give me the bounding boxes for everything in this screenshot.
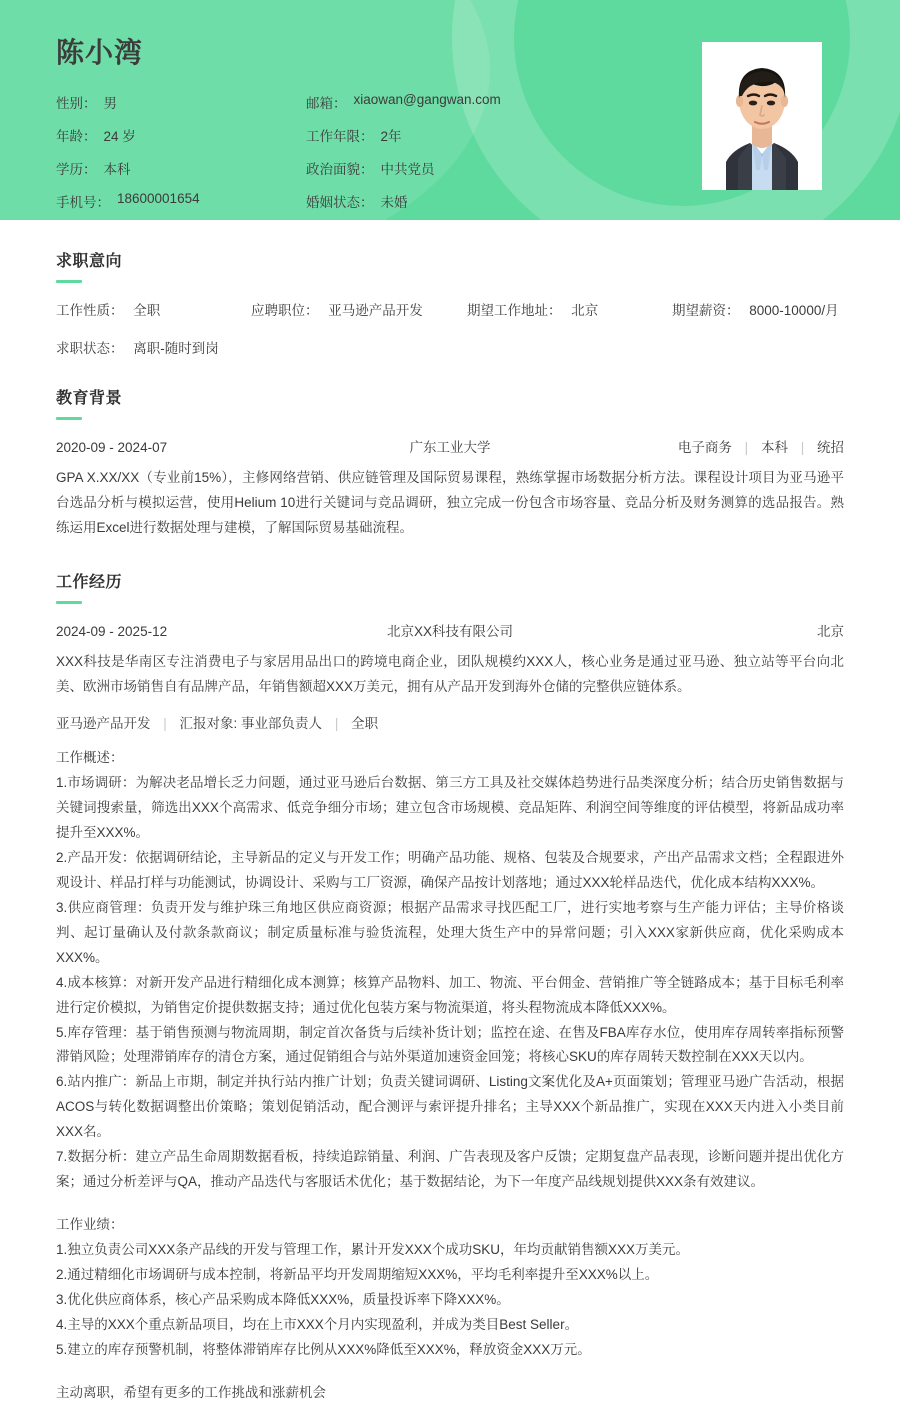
info-gender — [56, 92, 306, 112]
education-tag-degree: 本科 — [760, 440, 788, 455]
education-description: GPA X.XX/XX（专业前15%），主修网络营销、供应链管理及国际贸易课程，熟练掌握市场数据分析方法。课程设计项目为亚马逊平台选品分析与模拟运营，使用Helium 10进行关键词与竞品调研，独立完成一份包含市场容量、竞品分析及财务测算的选品报告。熟练运用Excel进行数据处理与建模，了解国际贸易基础流程。 — [56, 470, 844, 535]
field-expected-location-value: 北京 — [571, 303, 599, 318]
education-date: 2020-09 - 2024-07 — [56, 440, 168, 455]
info-marital-status-value: 未婚 — [380, 194, 408, 210]
avatar — [702, 42, 822, 190]
education-tag-admission: 统招 — [817, 440, 844, 455]
education-tags — [544, 436, 844, 456]
resume-body — [0, 220, 900, 1406]
content-spacer — [56, 1195, 844, 1213]
info-years-experience-value: 2年 — [380, 128, 402, 144]
section-title-job-intent: 求职意向 — [56, 253, 123, 270]
work-company-intro: XXX科技是华南区专注消费电子与家居用品出口的跨境电商企业，团队规模约XXX人，核心业务是通过亚马逊、独立站等平台向北美、欧洲市场销售自有品牌产品，年销售额超XXX万美元，拥有从产品开发到海外仓储的完整供应链体系。 — [56, 653, 844, 694]
info-email-label: 邮箱： — [306, 95, 347, 111]
work-achievement-label: 工作业绩： — [56, 1217, 124, 1233]
section-accent-rule — [56, 280, 82, 283]
job-intent-row-1 — [56, 299, 844, 319]
section-work-experience — [56, 541, 844, 1406]
field-target-position — [251, 299, 467, 319]
info-marital-status — [306, 191, 900, 211]
field-job-type-value: 全职 — [133, 303, 161, 318]
work-achievement-item: 4.主导的XXX个重点新品项目，均在上市XXX个月内实现盈利，并成为类目Best Seller。 — [56, 1317, 579, 1333]
education-meta-row — [56, 436, 844, 456]
info-age-value: 24 岁 — [103, 128, 136, 144]
work-role-title: 亚马逊产品开发 — [56, 715, 151, 731]
section-accent-rule — [56, 417, 82, 420]
field-expected-salary-label: 期望薪资： — [672, 303, 740, 318]
info-email-value: xiaowan@gangwan.com — [353, 91, 501, 107]
work-overview-list — [56, 771, 844, 1195]
work-role-tags — [56, 712, 844, 732]
work-overview-item: 1.市场调研：为解决老品增长乏力问题，通过亚马逊后台数据、第三方工具及社交媒体趋势进行品类深度分析；结合历史销售数据与关键词搜索量，筛选出XXX个高需求、低竞争细分市场；建立包含市场规模、竞品矩阵、利润空间等维度的评估模型，将新品成功率提升至XXX%。 — [56, 774, 844, 840]
tag-separator-icon: | — [744, 440, 749, 455]
field-expected-salary — [672, 299, 839, 319]
field-job-type-label: 工作性质： — [56, 303, 124, 318]
resume-header — [0, 0, 900, 220]
field-expected-location-label: 期望工作地址： — [467, 303, 562, 318]
work-overview-item: 6.站内推广：新品上市期，制定并执行站内推广计划；负责关键词调研、Listing文案优化及A+页面策划；管理亚马逊广告活动，根据ACOS与转化数据调整出价策略；策划促销活动，配合测评与索评提升排名；主导XXX个新品推广，实现在XXX天内进入小类目前XXX名。 — [56, 1074, 844, 1140]
work-employment-type: 全职 — [351, 715, 379, 731]
work-details — [56, 746, 844, 1406]
info-gender-label: 性别： — [56, 95, 97, 111]
work-leave-reason: 主动离职，希望有更多的工作挑战和涨薪机会 — [56, 1385, 326, 1401]
work-achievement-list — [56, 1238, 844, 1363]
field-target-position-value: 亚马逊产品开发 — [328, 303, 423, 318]
field-expected-location — [467, 299, 672, 319]
candidate-name: 陈小湾 — [56, 37, 144, 68]
info-political-status-label: 政治面貌： — [306, 161, 374, 177]
work-overview-item: 5.库存管理：基于销售预测与物流周期，制定首次备货与后续补货计划；监控在途、在售及FBA库存水位，使用库存周转率指标预警滞销风险；处理滞销库存的清仓方案，通过促销组合与站外渠道加速资金回笼；将核心SKU的库存周转天数控制在XXX天以内。 — [56, 1024, 844, 1065]
field-job-status — [56, 337, 219, 357]
info-degree — [56, 158, 306, 178]
section-accent-rule — [56, 601, 82, 604]
info-degree-value: 本科 — [103, 161, 131, 177]
work-achievement-item: 3.优化供应商体系，核心产品采购成本降低XXX%，质量投诉率下降XXX%。 — [56, 1292, 510, 1308]
education-tag-major: 电子商务 — [677, 440, 732, 455]
work-meta-row — [56, 620, 844, 640]
section-title-work-experience: 工作经历 — [56, 573, 123, 591]
info-age — [56, 125, 306, 145]
info-phone-label: 手机号： — [56, 194, 110, 210]
field-expected-salary-value: 8000-10000/月 — [749, 303, 839, 318]
field-job-status-value: 离职-随时到岗 — [133, 341, 219, 356]
content-spacer — [56, 1363, 844, 1381]
info-phone-value: 18600001654 — [117, 190, 200, 206]
work-achievement-item: 5.建立的库存预警机制，将整体滞销库存比例从XXX%降低至XXX%，释放资金XXX万元。 — [56, 1342, 591, 1358]
tag-separator-icon: | — [800, 440, 805, 455]
portrait-photo-icon — [702, 42, 822, 190]
job-intent-row-2 — [56, 337, 844, 357]
tag-separator-icon: | — [334, 715, 339, 731]
tag-separator-icon: | — [163, 715, 167, 731]
work-overview-item: 2.产品开发：依据调研结论，主导新品的定义与开发工作；明确产品功能、规格、包装及合规要求，产出产品需求文档；全程跟进外观设计、样品打样与功能测试，协调设计、采购与工厂资源，确保产品按计划落地；通过XXX轮样品迭代，优化成本结构XXX%。 — [56, 849, 844, 890]
info-phone — [56, 191, 306, 211]
section-title-education: 教育背景 — [56, 390, 123, 407]
work-achievement-item: 2.通过精细化市场调研与成本控制，将新品平均开发周期缩短XXX%，平均毛利率提升至XXX%以上。 — [56, 1267, 659, 1283]
info-age-label: 年龄： — [56, 128, 97, 144]
work-overview-item: 7.数据分析：建立产品生命周期数据看板，持续追踪销量、利润、广告表现及客户反馈；定期复盘产品表现，诊断问题并提出优化方案；通过分析差评与QA，推动产品迭代与客服话术优化；基于数据结论，为下一年度产品线规划提供XXX条有效建议。 — [56, 1149, 844, 1190]
field-job-type — [56, 299, 251, 319]
info-political-status-value: 中共党员 — [380, 161, 435, 177]
work-company: 北京XX科技有限公司 — [386, 623, 513, 639]
info-gender-value: 男 — [103, 95, 117, 111]
work-overview-item: 3.供应商管理：负责开发与维护珠三角地区供应商资源；根据产品需求寻找匹配工厂，进行实地考察与生产能力评估；主导价格谈判、起订量确认及付款条款商议；制定质量标准与验货流程，处理大货生产中的异常问题；引入XXX家新供应商，优化采购成本XXX%。 — [56, 899, 844, 965]
work-overview-label: 工作概述： — [56, 749, 124, 765]
field-job-status-label: 求职状态： — [56, 341, 124, 356]
work-overview-item: 4.成本核算：对新开发产品进行精细化成本测算；核算产品物料、加工、物流、平台佣金、营销推广等全链路成本；基于目标毛利率进行定价模拟，为销售定价提供数据支持；通过优化包装方案与物流渠道，将头程物流成本降低XXX%。 — [56, 974, 844, 1015]
work-date: 2024-09 - 2025-12 — [56, 623, 168, 639]
section-education — [56, 357, 844, 541]
work-location: 北京 — [817, 623, 844, 639]
education-school: 广东工业大学 — [409, 440, 491, 455]
work-report-to: 汇报对象: 事业部负责人 — [179, 715, 323, 731]
info-years-experience-label: 工作年限： — [306, 128, 374, 144]
info-marital-status-label: 婚姻状态： — [306, 194, 374, 210]
work-achievement-item: 1.独立负责公司XXX条产品线的开发与管理工作，累计开发XXX个成功SKU，年均贡献销售额XXX万美元。 — [56, 1242, 690, 1258]
section-job-intent — [56, 220, 844, 357]
info-degree-label: 学历： — [56, 161, 97, 177]
field-target-position-label: 应聘职位： — [251, 303, 319, 318]
